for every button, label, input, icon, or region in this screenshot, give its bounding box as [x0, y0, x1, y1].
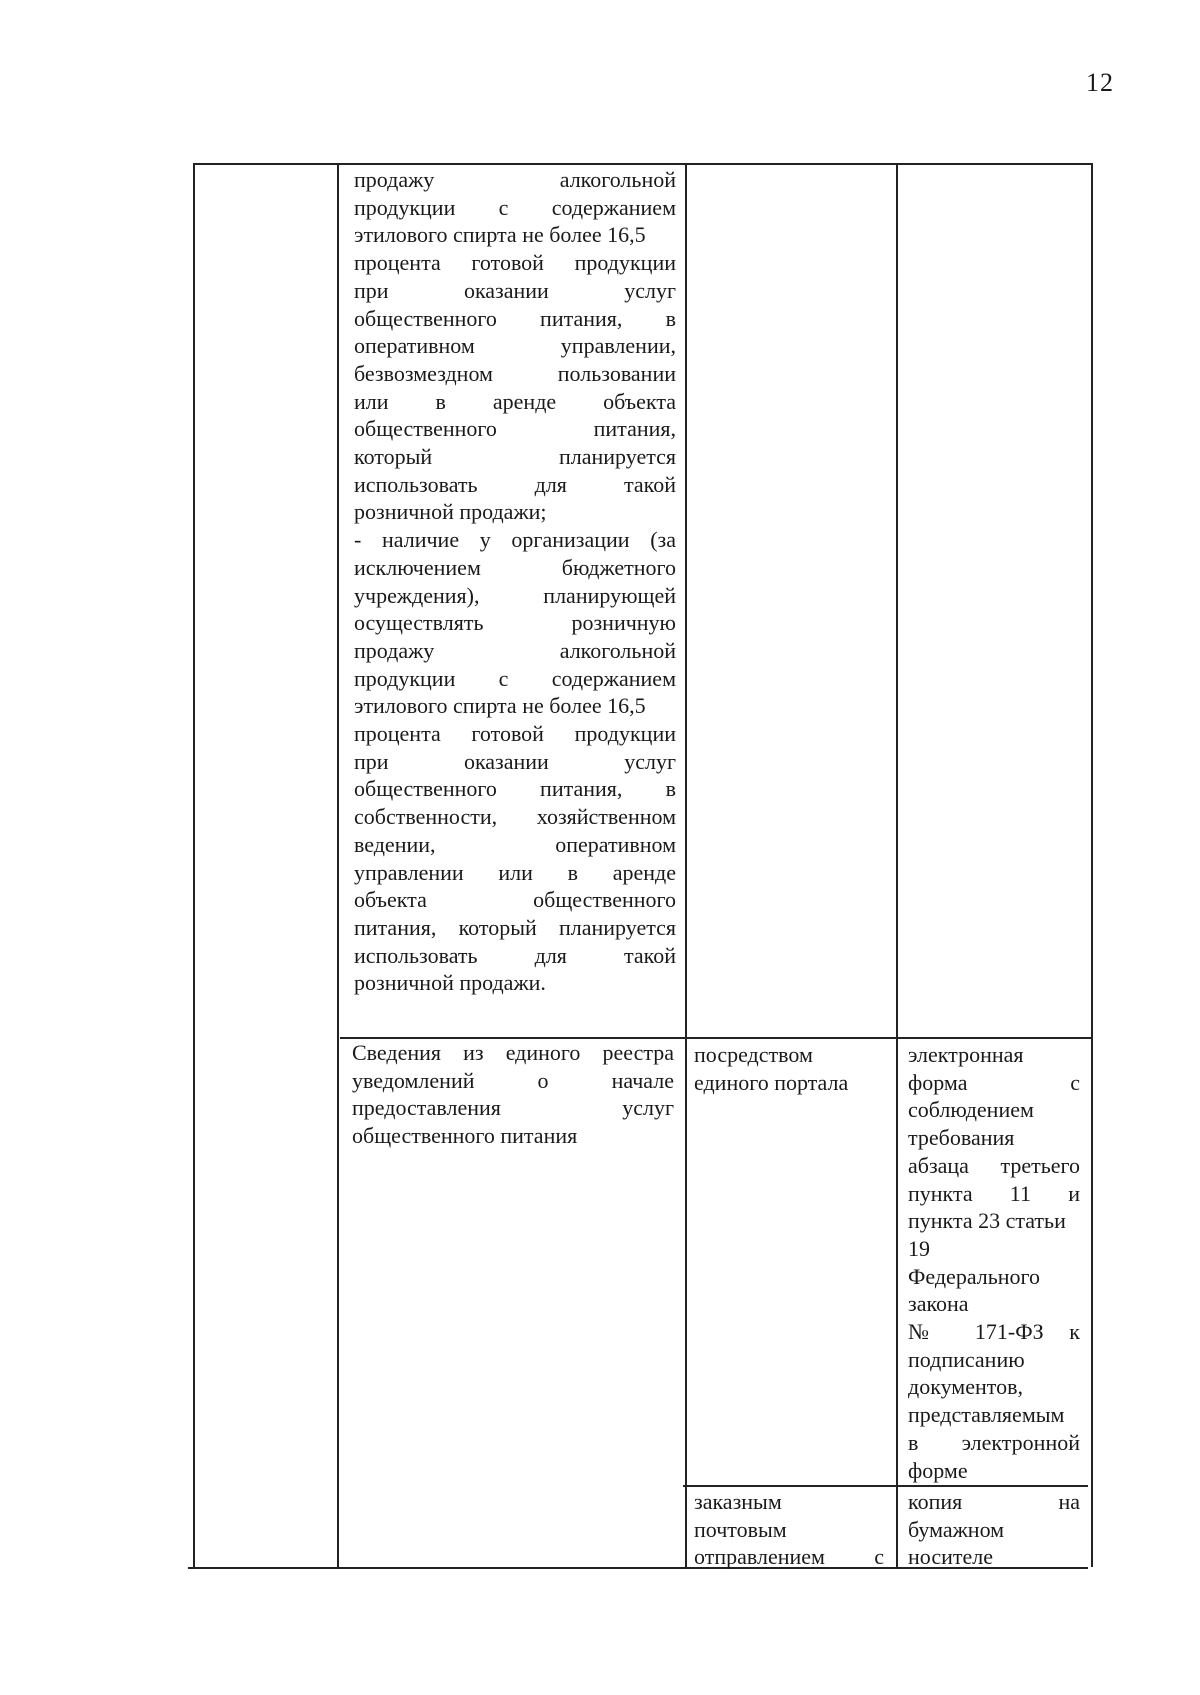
cell-line: абзаца третьего	[908, 1152, 1080, 1178]
cell-line: при оказании услуг	[354, 748, 676, 774]
cell-line: носителе	[908, 1544, 993, 1570]
cell-line: исключением бюджетного	[354, 554, 676, 580]
cell-line: Федерального	[908, 1263, 1041, 1289]
cell-line: общественного питания, в	[354, 305, 676, 331]
cell-line: общественного питания	[352, 1123, 578, 1149]
cell-line: ведении, оперативном	[354, 831, 676, 857]
cell-line: отправлением с	[694, 1544, 884, 1570]
col-border-1	[337, 163, 339, 1567]
cell-line: учреждения), планирующей	[354, 582, 676, 608]
cell-line: общественного питания, в	[354, 776, 676, 802]
cell-line: форме	[908, 1457, 968, 1483]
row3-form	[908, 1488, 1080, 1571]
cell-line: уведомлений о начале	[352, 1067, 674, 1093]
cell-line: подписанию	[908, 1346, 1025, 1372]
cell-line: бумажном	[908, 1516, 1005, 1542]
cell-line: розничной продажи.	[354, 970, 546, 996]
col-border-right	[1091, 163, 1093, 1567]
cell-line: закона	[908, 1291, 969, 1317]
cell-line: предоставления услуг	[352, 1095, 674, 1121]
row3-method	[694, 1488, 884, 1571]
cell-line: форма с	[908, 1069, 1080, 1095]
cell-line: соблюдением	[908, 1097, 1034, 1123]
cell-line: № 171-ФЗ к	[908, 1319, 1080, 1345]
cell-line: - наличие у организации (за	[354, 527, 676, 553]
cell-line: осуществлять розничную	[354, 610, 676, 636]
cell-line: продажу алкогольной	[354, 167, 676, 192]
col-border-2	[685, 163, 687, 1567]
cell-line: заказным	[694, 1489, 782, 1514]
cell-line: который планируется	[354, 444, 676, 470]
cell-line: требования	[908, 1125, 1015, 1151]
cell-line: копия на	[908, 1489, 1080, 1514]
cell-line: пункта 23 статьи	[908, 1208, 1066, 1234]
cell-line: собственности, хозяйственном	[354, 804, 676, 830]
cell-line: при оказании услуг	[354, 277, 676, 303]
row1-description	[354, 166, 676, 997]
cell-line: продажу алкогольной	[354, 637, 676, 663]
cell-line: безвозмездном пользовании	[354, 360, 676, 386]
cell-line: процента готовой продукции	[354, 250, 676, 276]
cell-line: представляемым	[908, 1402, 1065, 1428]
cell-line: общественного питания,	[354, 416, 676, 442]
cell-line: оперативном управлении,	[354, 333, 676, 359]
row2-form	[908, 1041, 1080, 1484]
cell-line: управлении или в аренде	[354, 859, 676, 885]
row-divider-2	[683, 1485, 1088, 1487]
col-border-3	[896, 163, 898, 1567]
cell-line: пункта 11 и	[908, 1180, 1080, 1206]
cell-line: в электронной	[908, 1429, 1080, 1455]
cell-line: процента готовой продукции	[354, 721, 676, 747]
cell-line: продукции с содержанием	[354, 665, 676, 691]
cell-line: единого портала	[694, 1069, 849, 1095]
cell-line: розничной продажи;	[354, 499, 547, 525]
cell-line: 19	[908, 1235, 930, 1261]
cell-line: использовать для такой	[354, 942, 676, 968]
cell-line: этилового спирта не более 16,5	[354, 693, 646, 719]
cell-line: объекта общественного	[354, 887, 676, 913]
row2-method	[694, 1041, 889, 1096]
cell-line: Сведения из единого реестра	[352, 1040, 674, 1065]
cell-line: питания, который планируется	[354, 914, 676, 940]
cell-line: этилового спирта не более 16,5	[354, 222, 646, 248]
cell-line: документов,	[908, 1374, 1023, 1400]
page-number: 12	[1086, 68, 1114, 97]
cell-line: посредством	[694, 1042, 813, 1067]
cell-line: или в аренде объекта	[354, 388, 676, 414]
cell-line: электронная	[908, 1042, 1024, 1067]
table-top-border	[193, 163, 1092, 165]
col-border-left	[193, 163, 195, 1567]
cell-line: использовать для такой	[354, 471, 676, 497]
cell-line: продукции с содержанием	[354, 194, 676, 220]
row2-description	[352, 1039, 674, 1150]
cell-line: почтовым	[694, 1516, 787, 1542]
